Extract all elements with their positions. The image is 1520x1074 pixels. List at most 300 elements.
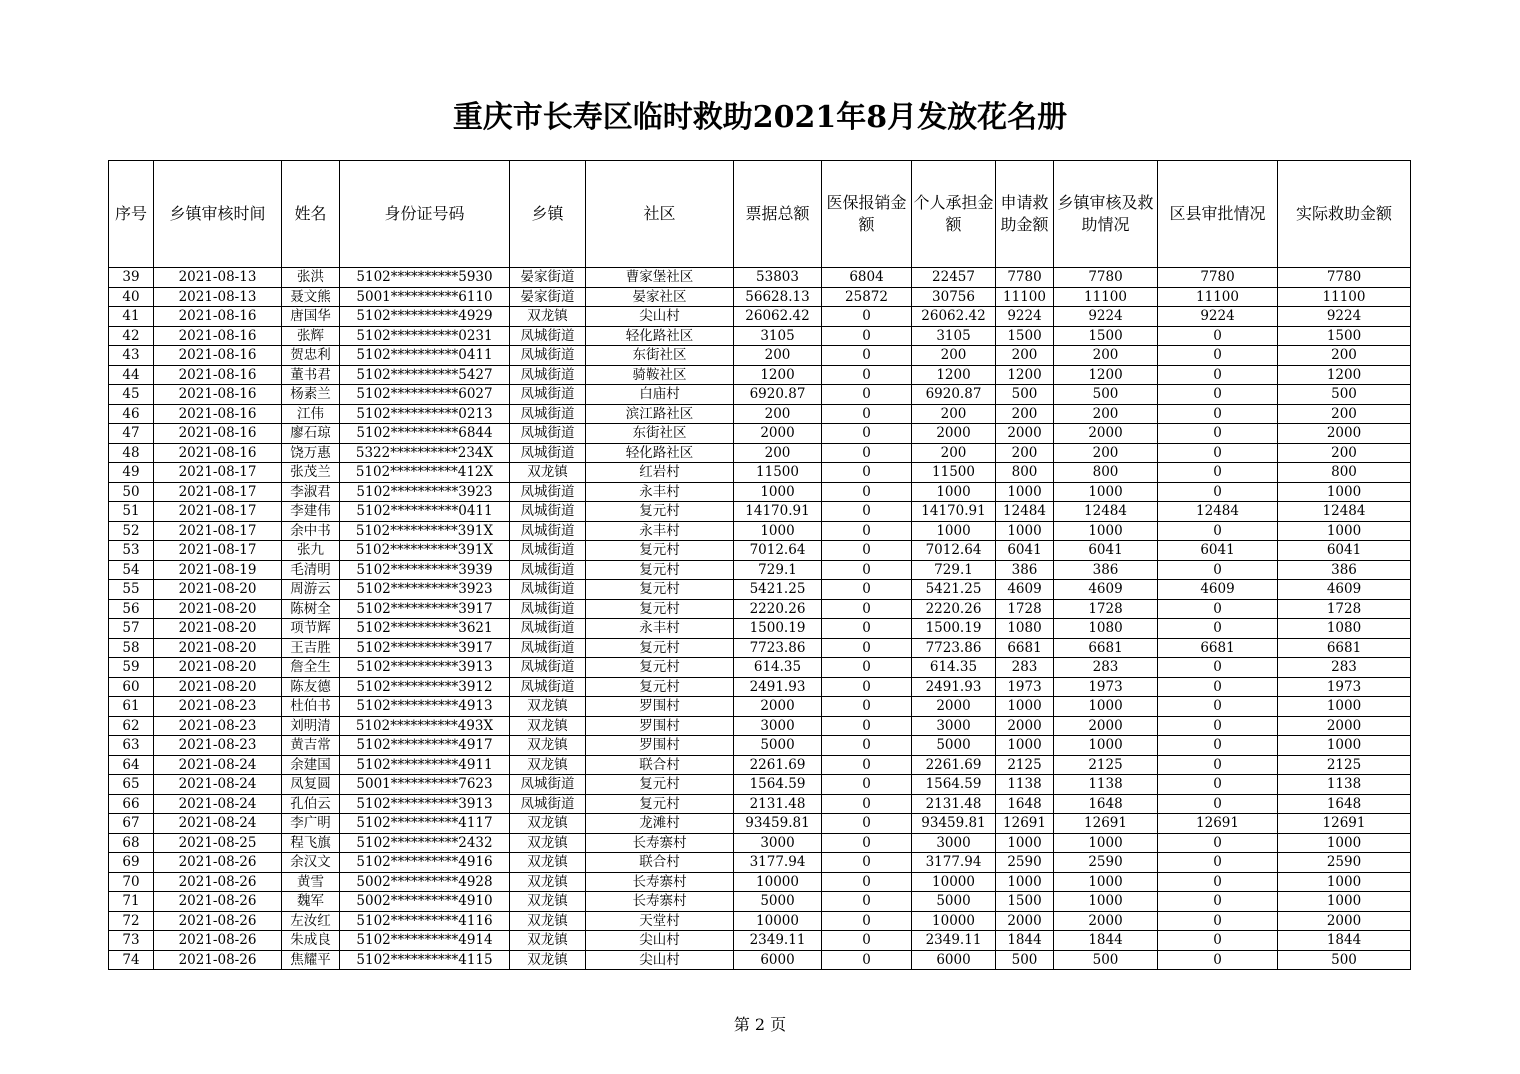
cell-town-review: 200 bbox=[1054, 443, 1158, 463]
cell-insurance-reimbursement: 0 bbox=[822, 424, 912, 444]
cell-id-number: 5102**********3923 bbox=[340, 482, 510, 502]
cell-receipt-total: 5000 bbox=[734, 892, 822, 912]
cell-community: 尖山村 bbox=[586, 950, 734, 970]
cell-index: 41 bbox=[109, 307, 154, 327]
cell-name: 江伟 bbox=[282, 404, 340, 424]
cell-id-number: 5001**********6110 bbox=[340, 287, 510, 307]
table-row bbox=[109, 365, 1411, 385]
roster-table bbox=[108, 160, 1411, 970]
table-row bbox=[109, 853, 1411, 873]
cell-town: 凤城街道 bbox=[510, 346, 586, 366]
cell-town-review: 1000 bbox=[1054, 872, 1158, 892]
cell-name: 杨素兰 bbox=[282, 385, 340, 405]
cell-requested-amount: 1000 bbox=[996, 833, 1054, 853]
cell-actual-amount: 1000 bbox=[1278, 697, 1411, 717]
cell-receipt-total: 1000 bbox=[734, 521, 822, 541]
cell-review-date: 2021-08-17 bbox=[154, 502, 282, 522]
cell-review-date: 2021-08-23 bbox=[154, 697, 282, 717]
cell-id-number: 5102**********3913 bbox=[340, 658, 510, 678]
cell-review-date: 2021-08-16 bbox=[154, 365, 282, 385]
cell-town-review: 1138 bbox=[1054, 775, 1158, 795]
cell-town: 凤城街道 bbox=[510, 794, 586, 814]
cell-county-approval: 0 bbox=[1158, 716, 1278, 736]
table-row bbox=[109, 404, 1411, 424]
cell-town: 双龙镇 bbox=[510, 833, 586, 853]
cell-actual-amount: 200 bbox=[1278, 346, 1411, 366]
cell-personal-share: 2491.93 bbox=[912, 677, 996, 697]
cell-community: 永丰村 bbox=[586, 482, 734, 502]
cell-requested-amount: 1500 bbox=[996, 892, 1054, 912]
cell-county-approval: 9224 bbox=[1158, 307, 1278, 327]
cell-receipt-total: 3000 bbox=[734, 833, 822, 853]
cell-county-approval: 0 bbox=[1158, 385, 1278, 405]
cell-county-approval: 0 bbox=[1158, 931, 1278, 951]
cell-insurance-reimbursement: 0 bbox=[822, 463, 912, 483]
cell-personal-share: 3000 bbox=[912, 833, 996, 853]
cell-index: 45 bbox=[109, 385, 154, 405]
cell-requested-amount: 2590 bbox=[996, 853, 1054, 873]
header-community: 社区 bbox=[586, 161, 734, 268]
table-row bbox=[109, 443, 1411, 463]
cell-requested-amount: 1500 bbox=[996, 326, 1054, 346]
cell-personal-share: 3000 bbox=[912, 716, 996, 736]
cell-id-number: 5102**********391X bbox=[340, 521, 510, 541]
cell-index: 56 bbox=[109, 599, 154, 619]
cell-actual-amount: 386 bbox=[1278, 560, 1411, 580]
cell-actual-amount: 1844 bbox=[1278, 931, 1411, 951]
cell-index: 54 bbox=[109, 560, 154, 580]
cell-insurance-reimbursement: 0 bbox=[822, 911, 912, 931]
cell-community: 龙滩村 bbox=[586, 814, 734, 834]
cell-requested-amount: 500 bbox=[996, 385, 1054, 405]
cell-insurance-reimbursement: 0 bbox=[822, 697, 912, 717]
cell-personal-share: 200 bbox=[912, 443, 996, 463]
cell-town-review: 9224 bbox=[1054, 307, 1158, 327]
cell-county-approval: 0 bbox=[1158, 658, 1278, 678]
cell-county-approval: 0 bbox=[1158, 794, 1278, 814]
cell-county-approval: 0 bbox=[1158, 833, 1278, 853]
cell-town: 晏家街道 bbox=[510, 268, 586, 288]
cell-index: 50 bbox=[109, 482, 154, 502]
header-receipt-total: 票据总额 bbox=[734, 161, 822, 268]
cell-actual-amount: 6041 bbox=[1278, 541, 1411, 561]
cell-requested-amount: 1728 bbox=[996, 599, 1054, 619]
cell-community: 永丰村 bbox=[586, 619, 734, 639]
cell-review-date: 2021-08-26 bbox=[154, 872, 282, 892]
cell-actual-amount: 9224 bbox=[1278, 307, 1411, 327]
cell-town: 凤城街道 bbox=[510, 560, 586, 580]
cell-insurance-reimbursement: 0 bbox=[822, 736, 912, 756]
header-id-number: 身份证号码 bbox=[340, 161, 510, 268]
cell-review-date: 2021-08-20 bbox=[154, 658, 282, 678]
cell-insurance-reimbursement: 25872 bbox=[822, 287, 912, 307]
cell-requested-amount: 2125 bbox=[996, 755, 1054, 775]
cell-actual-amount: 11100 bbox=[1278, 287, 1411, 307]
cell-community: 复元村 bbox=[586, 580, 734, 600]
cell-town: 凤城街道 bbox=[510, 775, 586, 795]
cell-actual-amount: 800 bbox=[1278, 463, 1411, 483]
cell-personal-share: 5000 bbox=[912, 892, 996, 912]
cell-insurance-reimbursement: 6804 bbox=[822, 268, 912, 288]
cell-receipt-total: 200 bbox=[734, 404, 822, 424]
cell-community: 白庙村 bbox=[586, 385, 734, 405]
table-row bbox=[109, 560, 1411, 580]
cell-town-review: 12691 bbox=[1054, 814, 1158, 834]
cell-insurance-reimbursement: 0 bbox=[822, 775, 912, 795]
cell-receipt-total: 2000 bbox=[734, 697, 822, 717]
cell-requested-amount: 800 bbox=[996, 463, 1054, 483]
cell-id-number: 5102**********3912 bbox=[340, 677, 510, 697]
cell-community: 复元村 bbox=[586, 794, 734, 814]
cell-community: 长寿寨村 bbox=[586, 833, 734, 853]
cell-insurance-reimbursement: 0 bbox=[822, 619, 912, 639]
cell-actual-amount: 1000 bbox=[1278, 833, 1411, 853]
cell-id-number: 5102**********4914 bbox=[340, 931, 510, 951]
cell-town: 双龙镇 bbox=[510, 736, 586, 756]
cell-receipt-total: 11500 bbox=[734, 463, 822, 483]
cell-id-number: 5102**********4116 bbox=[340, 911, 510, 931]
cell-name: 刘明清 bbox=[282, 716, 340, 736]
cell-index: 48 bbox=[109, 443, 154, 463]
cell-review-date: 2021-08-16 bbox=[154, 346, 282, 366]
cell-name: 廖石琼 bbox=[282, 424, 340, 444]
table-row bbox=[109, 307, 1411, 327]
cell-name: 李广明 bbox=[282, 814, 340, 834]
table-row bbox=[109, 755, 1411, 775]
cell-personal-share: 2220.26 bbox=[912, 599, 996, 619]
header-name: 姓名 bbox=[282, 161, 340, 268]
cell-community: 骑鞍社区 bbox=[586, 365, 734, 385]
cell-receipt-total: 10000 bbox=[734, 911, 822, 931]
cell-community: 罗围村 bbox=[586, 736, 734, 756]
cell-town-review: 2000 bbox=[1054, 911, 1158, 931]
cell-index: 61 bbox=[109, 697, 154, 717]
cell-town: 双龙镇 bbox=[510, 950, 586, 970]
cell-community: 联合村 bbox=[586, 853, 734, 873]
cell-personal-share: 30756 bbox=[912, 287, 996, 307]
cell-name: 余建国 bbox=[282, 755, 340, 775]
cell-town: 凤城街道 bbox=[510, 541, 586, 561]
cell-personal-share: 10000 bbox=[912, 911, 996, 931]
cell-receipt-total: 10000 bbox=[734, 872, 822, 892]
cell-name: 张洪 bbox=[282, 268, 340, 288]
cell-town-review: 6681 bbox=[1054, 638, 1158, 658]
cell-index: 65 bbox=[109, 775, 154, 795]
cell-town: 双龙镇 bbox=[510, 872, 586, 892]
cell-id-number: 5102**********3917 bbox=[340, 638, 510, 658]
cell-town: 双龙镇 bbox=[510, 463, 586, 483]
cell-name: 贺忠利 bbox=[282, 346, 340, 366]
cell-id-number: 5102**********493X bbox=[340, 716, 510, 736]
cell-community: 复元村 bbox=[586, 775, 734, 795]
cell-id-number: 5102**********4911 bbox=[340, 755, 510, 775]
cell-actual-amount: 283 bbox=[1278, 658, 1411, 678]
table-row bbox=[109, 950, 1411, 970]
table-row bbox=[109, 580, 1411, 600]
table-row bbox=[109, 385, 1411, 405]
cell-community: 东街社区 bbox=[586, 424, 734, 444]
header-index: 序号 bbox=[109, 161, 154, 268]
table-body bbox=[109, 268, 1411, 970]
cell-town-review: 200 bbox=[1054, 346, 1158, 366]
cell-town: 双龙镇 bbox=[510, 755, 586, 775]
table-row bbox=[109, 736, 1411, 756]
cell-town-review: 386 bbox=[1054, 560, 1158, 580]
cell-town: 晏家街道 bbox=[510, 287, 586, 307]
cell-id-number: 5102**********4917 bbox=[340, 736, 510, 756]
cell-id-number: 5102**********6027 bbox=[340, 385, 510, 405]
cell-id-number: 5102**********0213 bbox=[340, 404, 510, 424]
cell-requested-amount: 11100 bbox=[996, 287, 1054, 307]
cell-insurance-reimbursement: 0 bbox=[822, 716, 912, 736]
header-town-review: 乡镇审核及救助情况 bbox=[1054, 161, 1158, 268]
cell-town: 双龙镇 bbox=[510, 307, 586, 327]
cell-id-number: 5102**********3917 bbox=[340, 599, 510, 619]
cell-town: 凤城街道 bbox=[510, 424, 586, 444]
table-row bbox=[109, 541, 1411, 561]
cell-insurance-reimbursement: 0 bbox=[822, 541, 912, 561]
cell-personal-share: 5421.25 bbox=[912, 580, 996, 600]
cell-review-date: 2021-08-19 bbox=[154, 560, 282, 580]
cell-town-review: 1844 bbox=[1054, 931, 1158, 951]
cell-receipt-total: 3000 bbox=[734, 716, 822, 736]
cell-id-number: 5102**********4117 bbox=[340, 814, 510, 834]
cell-actual-amount: 2000 bbox=[1278, 424, 1411, 444]
cell-county-approval: 0 bbox=[1158, 872, 1278, 892]
cell-index: 70 bbox=[109, 872, 154, 892]
cell-insurance-reimbursement: 0 bbox=[822, 677, 912, 697]
cell-town: 双龙镇 bbox=[510, 931, 586, 951]
cell-name: 黄吉常 bbox=[282, 736, 340, 756]
cell-personal-share: 3105 bbox=[912, 326, 996, 346]
cell-town-review: 283 bbox=[1054, 658, 1158, 678]
cell-requested-amount: 386 bbox=[996, 560, 1054, 580]
cell-index: 66 bbox=[109, 794, 154, 814]
table-row bbox=[109, 521, 1411, 541]
cell-county-approval: 0 bbox=[1158, 950, 1278, 970]
cell-receipt-total: 2220.26 bbox=[734, 599, 822, 619]
cell-requested-amount: 200 bbox=[996, 346, 1054, 366]
cell-id-number: 5102**********5427 bbox=[340, 365, 510, 385]
cell-name: 张辉 bbox=[282, 326, 340, 346]
cell-review-date: 2021-08-17 bbox=[154, 541, 282, 561]
cell-town-review: 11100 bbox=[1054, 287, 1158, 307]
cell-personal-share: 2349.11 bbox=[912, 931, 996, 951]
cell-requested-amount: 1000 bbox=[996, 521, 1054, 541]
cell-review-date: 2021-08-20 bbox=[154, 677, 282, 697]
cell-receipt-total: 729.1 bbox=[734, 560, 822, 580]
cell-name: 周游云 bbox=[282, 580, 340, 600]
cell-actual-amount: 1000 bbox=[1278, 892, 1411, 912]
cell-county-approval: 0 bbox=[1158, 482, 1278, 502]
cell-id-number: 5102**********0411 bbox=[340, 502, 510, 522]
cell-receipt-total: 1200 bbox=[734, 365, 822, 385]
cell-town-review: 4609 bbox=[1054, 580, 1158, 600]
cell-town: 双龙镇 bbox=[510, 911, 586, 931]
cell-community: 长寿寨村 bbox=[586, 892, 734, 912]
cell-index: 73 bbox=[109, 931, 154, 951]
cell-insurance-reimbursement: 0 bbox=[822, 482, 912, 502]
cell-name: 项节辉 bbox=[282, 619, 340, 639]
cell-personal-share: 1564.59 bbox=[912, 775, 996, 795]
cell-receipt-total: 5421.25 bbox=[734, 580, 822, 600]
cell-id-number: 5102**********0411 bbox=[340, 346, 510, 366]
cell-id-number: 5102**********4916 bbox=[340, 853, 510, 873]
cell-requested-amount: 12484 bbox=[996, 502, 1054, 522]
table-row bbox=[109, 287, 1411, 307]
table-row bbox=[109, 638, 1411, 658]
cell-id-number: 5102**********2432 bbox=[340, 833, 510, 853]
cell-town-review: 500 bbox=[1054, 950, 1158, 970]
table-row bbox=[109, 911, 1411, 931]
cell-id-number: 5102**********4929 bbox=[340, 307, 510, 327]
cell-receipt-total: 3105 bbox=[734, 326, 822, 346]
cell-review-date: 2021-08-26 bbox=[154, 892, 282, 912]
cell-community: 复元村 bbox=[586, 560, 734, 580]
cell-county-approval: 0 bbox=[1158, 775, 1278, 795]
cell-actual-amount: 2000 bbox=[1278, 716, 1411, 736]
cell-receipt-total: 2261.69 bbox=[734, 755, 822, 775]
cell-index: 74 bbox=[109, 950, 154, 970]
cell-insurance-reimbursement: 0 bbox=[822, 443, 912, 463]
cell-index: 52 bbox=[109, 521, 154, 541]
cell-town: 双龙镇 bbox=[510, 892, 586, 912]
cell-receipt-total: 614.35 bbox=[734, 658, 822, 678]
cell-insurance-reimbursement: 0 bbox=[822, 638, 912, 658]
cell-name: 张茂兰 bbox=[282, 463, 340, 483]
cell-town: 凤城街道 bbox=[510, 580, 586, 600]
cell-review-date: 2021-08-20 bbox=[154, 619, 282, 639]
cell-actual-amount: 1000 bbox=[1278, 482, 1411, 502]
cell-receipt-total: 2000 bbox=[734, 424, 822, 444]
cell-insurance-reimbursement: 0 bbox=[822, 833, 912, 853]
cell-index: 58 bbox=[109, 638, 154, 658]
cell-community: 罗围村 bbox=[586, 716, 734, 736]
cell-name: 左汝红 bbox=[282, 911, 340, 931]
cell-name: 陈友德 bbox=[282, 677, 340, 697]
cell-town: 凤城街道 bbox=[510, 658, 586, 678]
cell-receipt-total: 53803 bbox=[734, 268, 822, 288]
cell-review-date: 2021-08-16 bbox=[154, 424, 282, 444]
cell-name: 余中书 bbox=[282, 521, 340, 541]
cell-requested-amount: 9224 bbox=[996, 307, 1054, 327]
cell-insurance-reimbursement: 0 bbox=[822, 814, 912, 834]
cell-name: 孔伯云 bbox=[282, 794, 340, 814]
cell-id-number: 5102**********3923 bbox=[340, 580, 510, 600]
cell-requested-amount: 2000 bbox=[996, 716, 1054, 736]
cell-requested-amount: 12691 bbox=[996, 814, 1054, 834]
cell-town: 凤城街道 bbox=[510, 404, 586, 424]
cell-receipt-total: 93459.81 bbox=[734, 814, 822, 834]
cell-county-approval: 6041 bbox=[1158, 541, 1278, 561]
cell-review-date: 2021-08-24 bbox=[154, 814, 282, 834]
cell-index: 46 bbox=[109, 404, 154, 424]
page-title: 重庆市长寿区临时救助2021年8月发放花名册 bbox=[452, 100, 1068, 135]
cell-receipt-total: 3177.94 bbox=[734, 853, 822, 873]
cell-community: 滨江路社区 bbox=[586, 404, 734, 424]
cell-town-review: 1000 bbox=[1054, 482, 1158, 502]
cell-requested-amount: 1200 bbox=[996, 365, 1054, 385]
cell-index: 68 bbox=[109, 833, 154, 853]
cell-receipt-total: 56628.13 bbox=[734, 287, 822, 307]
cell-requested-amount: 200 bbox=[996, 443, 1054, 463]
cell-insurance-reimbursement: 0 bbox=[822, 931, 912, 951]
cell-town: 凤城街道 bbox=[510, 502, 586, 522]
table-row bbox=[109, 833, 1411, 853]
cell-actual-amount: 1200 bbox=[1278, 365, 1411, 385]
cell-actual-amount: 12691 bbox=[1278, 814, 1411, 834]
cell-review-date: 2021-08-16 bbox=[154, 404, 282, 424]
cell-review-date: 2021-08-16 bbox=[154, 385, 282, 405]
cell-review-date: 2021-08-26 bbox=[154, 853, 282, 873]
cell-town-review: 1973 bbox=[1054, 677, 1158, 697]
cell-town-review: 2590 bbox=[1054, 853, 1158, 873]
cell-name: 詹全生 bbox=[282, 658, 340, 678]
cell-name: 陈树全 bbox=[282, 599, 340, 619]
cell-name: 魏军 bbox=[282, 892, 340, 912]
cell-county-approval: 0 bbox=[1158, 560, 1278, 580]
cell-town: 凤城街道 bbox=[510, 619, 586, 639]
cell-id-number: 5102**********5930 bbox=[340, 268, 510, 288]
cell-town: 凤城街道 bbox=[510, 482, 586, 502]
cell-county-approval: 0 bbox=[1158, 677, 1278, 697]
cell-town: 凤城街道 bbox=[510, 521, 586, 541]
cell-personal-share: 2261.69 bbox=[912, 755, 996, 775]
cell-name: 凤复圆 bbox=[282, 775, 340, 795]
cell-index: 47 bbox=[109, 424, 154, 444]
page-number: 第 2 页 bbox=[733, 1015, 787, 1034]
cell-actual-amount: 4609 bbox=[1278, 580, 1411, 600]
table-row bbox=[109, 931, 1411, 951]
cell-insurance-reimbursement: 0 bbox=[822, 599, 912, 619]
cell-personal-share: 200 bbox=[912, 404, 996, 424]
cell-requested-amount: 2000 bbox=[996, 911, 1054, 931]
cell-name: 张九 bbox=[282, 541, 340, 561]
cell-insurance-reimbursement: 0 bbox=[822, 755, 912, 775]
cell-index: 44 bbox=[109, 365, 154, 385]
table-row bbox=[109, 326, 1411, 346]
cell-town-review: 1080 bbox=[1054, 619, 1158, 639]
cell-actual-amount: 500 bbox=[1278, 385, 1411, 405]
cell-requested-amount: 1138 bbox=[996, 775, 1054, 795]
cell-personal-share: 7723.86 bbox=[912, 638, 996, 658]
cell-actual-amount: 1080 bbox=[1278, 619, 1411, 639]
cell-community: 罗围村 bbox=[586, 697, 734, 717]
cell-actual-amount: 1000 bbox=[1278, 521, 1411, 541]
cell-town-review: 7780 bbox=[1054, 268, 1158, 288]
cell-town-review: 1000 bbox=[1054, 736, 1158, 756]
cell-personal-share: 729.1 bbox=[912, 560, 996, 580]
cell-id-number: 5102**********3621 bbox=[340, 619, 510, 639]
cell-requested-amount: 1000 bbox=[996, 697, 1054, 717]
cell-review-date: 2021-08-20 bbox=[154, 580, 282, 600]
cell-personal-share: 1500.19 bbox=[912, 619, 996, 639]
cell-town: 凤城街道 bbox=[510, 365, 586, 385]
cell-receipt-total: 200 bbox=[734, 346, 822, 366]
cell-receipt-total: 1564.59 bbox=[734, 775, 822, 795]
cell-town-review: 2000 bbox=[1054, 424, 1158, 444]
cell-index: 60 bbox=[109, 677, 154, 697]
cell-name: 聂文熊 bbox=[282, 287, 340, 307]
cell-review-date: 2021-08-25 bbox=[154, 833, 282, 853]
cell-personal-share: 5000 bbox=[912, 736, 996, 756]
table-row bbox=[109, 716, 1411, 736]
cell-requested-amount: 1973 bbox=[996, 677, 1054, 697]
table-row bbox=[109, 892, 1411, 912]
cell-community: 复元村 bbox=[586, 541, 734, 561]
cell-index: 53 bbox=[109, 541, 154, 561]
table-row bbox=[109, 872, 1411, 892]
